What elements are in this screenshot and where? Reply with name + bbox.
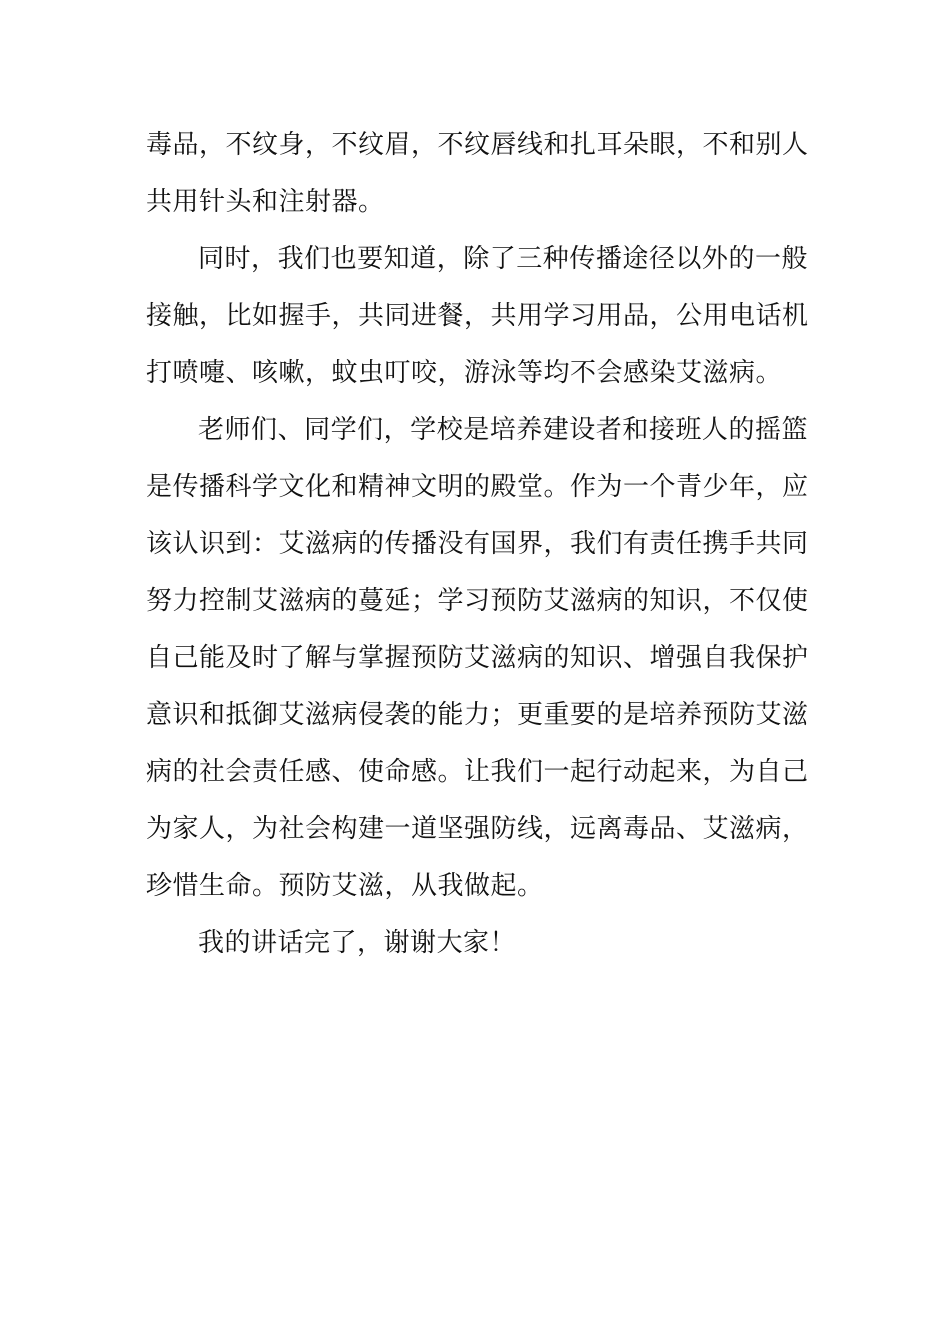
text-line-9: 努力控制艾滋病的蔓延；学习预防艾滋病的知识，不仅使 xyxy=(146,586,809,616)
text-line-10: 自己能及时了解与掌握预防艾滋病的知识、增强自我保护 xyxy=(146,643,809,673)
text-line-13: 为家人，为社会构建一道坚强防线，远离毒品、艾滋病， xyxy=(146,814,809,844)
speech-text xyxy=(146,117,808,972)
text-line-6: 老师们、同学们，学校是培养建设者和接班人的摇篮 xyxy=(198,415,808,445)
text-line-1: 毒品，不纹身，不纹眉，不纹唇线和扎耳朵眼，不和别人 xyxy=(146,130,809,160)
text-line-15: 我的讲话完了，谢谢大家！ xyxy=(198,928,517,958)
text-line-11: 意识和抵御艾滋病侵袭的能力；更重要的是培养预防艾滋 xyxy=(146,700,809,730)
text-line-3: 同时，我们也要知道，除了三种传播途径以外的一般 xyxy=(198,244,808,274)
text-line-12: 病的社会责任感、使命感。让我们一起行动起来，为自己 xyxy=(146,757,809,787)
text-line-14: 珍惜生命。预防艾滋，从我做起。 xyxy=(146,871,544,901)
text-line-4: 接触，比如握手，共同进餐，共用学习用品，公用电话机 xyxy=(146,301,809,331)
text-line-5: 打喷嚏、咳嗽，蚊虫叮咬，游泳等均不会感染艾滋病。 xyxy=(146,358,783,388)
text-line-8: 该认识到：艾滋病的传播没有国界，我们有责任携手共同 xyxy=(146,529,809,559)
text-line-2: 共用针头和注射器。 xyxy=(146,187,385,217)
text-line-7: 是传播科学文化和精神文明的殿堂。作为一个青少年，应 xyxy=(146,472,809,502)
